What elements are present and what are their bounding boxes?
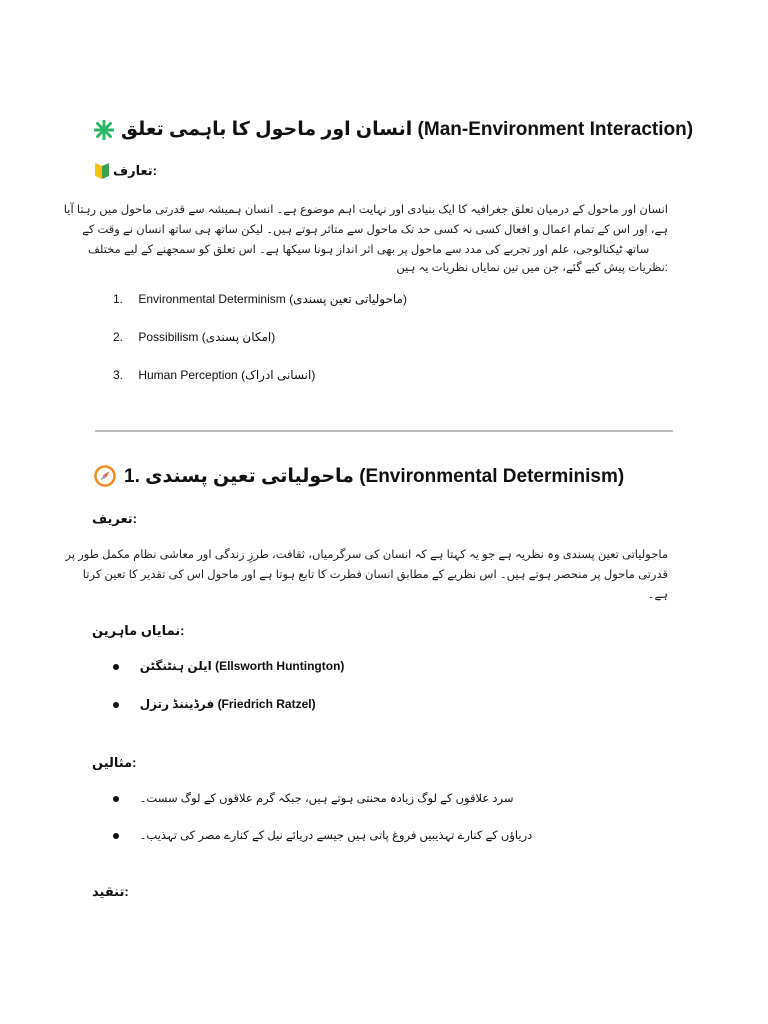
beginner-badge-icon bbox=[95, 163, 109, 179]
list-number: 3. bbox=[113, 368, 124, 382]
list-item bbox=[113, 828, 532, 842]
definition-heading: :تعریف bbox=[92, 511, 137, 526]
list-item-english: Possibilism bbox=[138, 330, 199, 344]
intro-heading: :تعارف bbox=[113, 163, 158, 178]
expert-english: (Friedrich Ratzel) bbox=[217, 697, 316, 711]
intro-line-4: :نظریات پیش کیے گئے، جن میں تین نمایاں نظریات یہ ہیں bbox=[396, 262, 668, 274]
intro-line-2: ہے، اور اس کے تمام اعمال و افعال کسی نہ کسی حد تک ماحول سے متاثر ہوتے ہیں۔ لیکن ساتھ ہی ساتھ انسان نے وقت کے bbox=[82, 224, 668, 236]
list-item-urdu: (ماحولیاتی تعین پسندی) bbox=[289, 292, 407, 306]
section-title bbox=[124, 465, 624, 488]
intro-line-1: انسان اور ماحول کے درمیان تعلق جغرافیہ کا ایک بنیادی اور نہایت اہم موضوع ہے۔ انسان ہمیشہ سے قدرتی ماحول میں رہتا آیا bbox=[63, 204, 668, 216]
list-item-english: Human Perception bbox=[138, 368, 238, 382]
list-item bbox=[113, 330, 275, 344]
list-item bbox=[113, 368, 315, 382]
compass-icon bbox=[94, 465, 116, 487]
bullet bbox=[113, 796, 119, 802]
examples-heading: :مثالیں bbox=[92, 755, 137, 770]
example-text: سرد علاقوں کے لوگ زیادہ محنتی ہوتے ہیں، جبکہ گرم علاقوں کے لوگ سست۔ bbox=[139, 793, 514, 805]
title-english: (Man-Environment Interaction) bbox=[417, 119, 694, 140]
title-urdu: انسان اور ماحول کا باہمی تعلق bbox=[121, 119, 413, 140]
list-item-urdu: (انسانی ادراک) bbox=[241, 368, 316, 382]
bullet bbox=[113, 664, 119, 670]
list-item bbox=[113, 791, 514, 805]
expert-english: (Ellsworth Huntington) bbox=[215, 659, 345, 673]
experts-heading: :نمایاں ماہرین bbox=[92, 623, 185, 638]
page-title bbox=[121, 118, 693, 141]
intro-line-3: ساتھ ٹیکنالوجی، علم اور تجربے کی مدد سے ماحول پر بھی اثر انداز ہونا سیکھا ہے۔ اس تعلق کو سمجھنے کے لیے مختلف bbox=[88, 244, 650, 256]
list-item bbox=[113, 659, 344, 673]
section-title-english: (Environmental Determinism) bbox=[359, 466, 625, 487]
section-title-urdu: ماحولیاتی تعین پسندی bbox=[145, 466, 354, 487]
list-item-english: Environmental Determinism bbox=[138, 292, 286, 306]
expert-urdu: ایلن ہنٹنگٹن bbox=[139, 659, 212, 673]
section-divider bbox=[95, 430, 673, 432]
definition-line-3: ہے۔ bbox=[647, 589, 668, 601]
section-number: 1. bbox=[124, 466, 140, 487]
expert-urdu: فرڈیننڈ رتزل bbox=[139, 697, 215, 711]
sparkle-icon bbox=[94, 120, 114, 140]
definition-line-2: قدرتی ماحول پر منحصر ہوتے ہیں۔ اس نظریے کے مطابق انسان فطرت کا تابع ہوتا ہے اور ماحول اس کی تقدیر کا تعین کرتا bbox=[82, 569, 668, 581]
definition-line-1: ماحولیاتی تعین پسندی وہ نظریہ ہے جو یہ کہتا ہے کہ انسان کی سرگرمیاں، ثقافت، طرزِ زندگی اور معاشی نظام مکمل طور پر bbox=[65, 549, 668, 561]
list-number: 2. bbox=[113, 330, 124, 344]
list-number: 1. bbox=[113, 292, 124, 306]
list-item-urdu: (امکان پسندی) bbox=[201, 330, 276, 344]
bullet bbox=[113, 702, 119, 708]
list-item bbox=[113, 292, 407, 306]
list-item bbox=[113, 697, 316, 711]
bullet bbox=[113, 833, 119, 839]
example-text: دریاؤں کے کنارے تہذیبیں فروغ پاتی ہیں جیسے دریائے نیل کے کنارے مصر کی تہذیب۔ bbox=[139, 830, 533, 842]
critique-heading: :تنقید bbox=[92, 884, 129, 899]
